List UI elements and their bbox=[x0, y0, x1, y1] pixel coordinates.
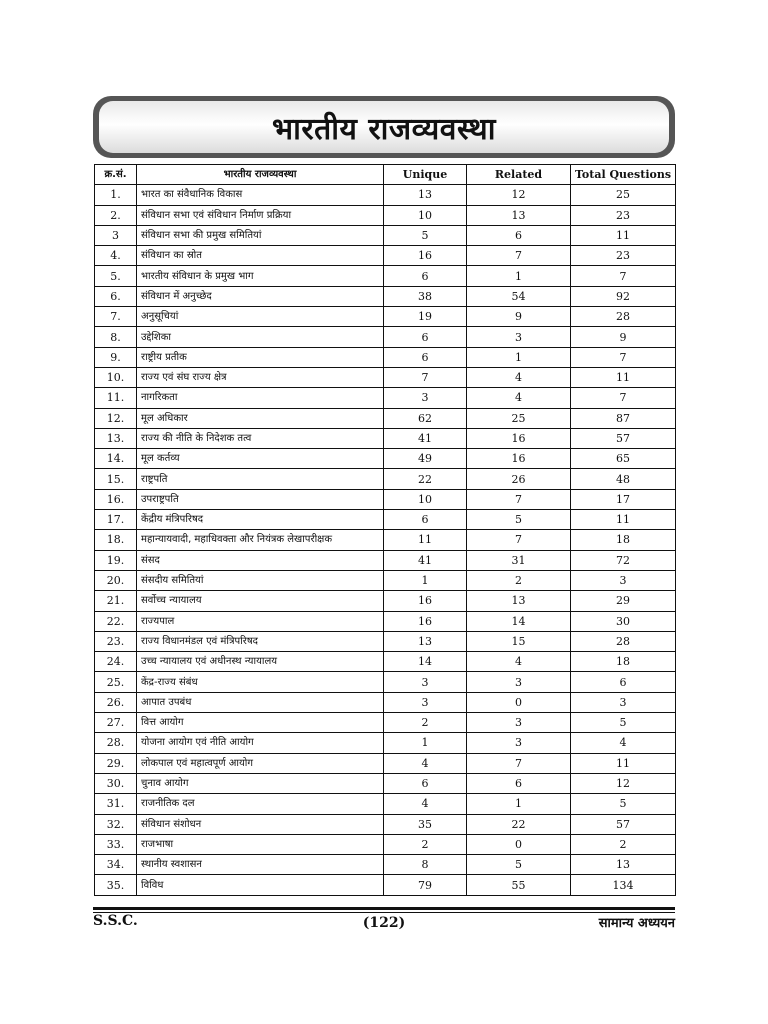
cell-related: 16 bbox=[467, 449, 571, 469]
cell-total: 11 bbox=[571, 510, 676, 530]
cell-related: 1 bbox=[467, 794, 571, 814]
table-body bbox=[95, 185, 676, 895]
cell-related: 12 bbox=[467, 185, 571, 205]
cell-related: 0 bbox=[467, 692, 571, 712]
cell-topic: स्थानीय स्वशासन bbox=[137, 855, 384, 875]
cell-serial: 13. bbox=[95, 428, 137, 448]
title-banner bbox=[93, 96, 675, 158]
cell-unique: 5 bbox=[384, 225, 467, 245]
cell-related: 0 bbox=[467, 834, 571, 854]
cell-topic: लोकपाल एवं महात्वपूर्ण आयोग bbox=[137, 753, 384, 773]
table-row bbox=[95, 713, 676, 733]
cell-serial: 22. bbox=[95, 611, 137, 631]
cell-related: 3 bbox=[467, 713, 571, 733]
footer-subject-label: सामान्य अध्ययन bbox=[598, 916, 675, 931]
cell-total: 13 bbox=[571, 855, 676, 875]
table-row bbox=[95, 550, 676, 570]
cell-total: 11 bbox=[571, 753, 676, 773]
cell-unique: 35 bbox=[384, 814, 467, 834]
table-row bbox=[95, 773, 676, 793]
cell-total: 2 bbox=[571, 834, 676, 854]
cell-related: 16 bbox=[467, 428, 571, 448]
cell-topic: संसदीय समितियां bbox=[137, 570, 384, 590]
cell-related: 1 bbox=[467, 347, 571, 367]
cell-related: 1 bbox=[467, 266, 571, 286]
cell-unique: 19 bbox=[384, 307, 467, 327]
cell-total: 30 bbox=[571, 611, 676, 631]
cell-topic: राष्ट्रीय प्रतीक bbox=[137, 347, 384, 367]
cell-unique: 13 bbox=[384, 185, 467, 205]
cell-serial: 32. bbox=[95, 814, 137, 834]
cell-serial: 31. bbox=[95, 794, 137, 814]
cell-topic: वित्त आयोग bbox=[137, 713, 384, 733]
cell-total: 5 bbox=[571, 713, 676, 733]
cell-unique: 4 bbox=[384, 753, 467, 773]
cell-unique: 79 bbox=[384, 875, 467, 895]
cell-total: 29 bbox=[571, 591, 676, 611]
cell-serial: 5. bbox=[95, 266, 137, 286]
cell-topic: राज्यपाल bbox=[137, 611, 384, 631]
cell-serial: 12. bbox=[95, 408, 137, 428]
table-row bbox=[95, 449, 676, 469]
cell-serial: 17. bbox=[95, 510, 137, 530]
cell-related: 5 bbox=[467, 510, 571, 530]
cell-related: 13 bbox=[467, 205, 571, 225]
cell-related: 5 bbox=[467, 855, 571, 875]
cell-serial: 25. bbox=[95, 672, 137, 692]
title-banner-inner bbox=[99, 101, 669, 153]
cell-serial: 20. bbox=[95, 570, 137, 590]
cell-total: 17 bbox=[571, 489, 676, 509]
cell-serial: 10. bbox=[95, 367, 137, 387]
table-row bbox=[95, 185, 676, 205]
cell-serial: 2. bbox=[95, 205, 137, 225]
cell-unique: 16 bbox=[384, 611, 467, 631]
cell-topic: मूल अधिकार bbox=[137, 408, 384, 428]
cell-serial: 30. bbox=[95, 773, 137, 793]
cell-topic: उच्च न्यायालय एवं अधीनस्थ न्यायालय bbox=[137, 652, 384, 672]
cell-topic: उद्देशिका bbox=[137, 327, 384, 347]
cell-unique: 6 bbox=[384, 266, 467, 286]
page-title: भारतीय राजव्यवस्था bbox=[272, 111, 496, 147]
cell-related: 26 bbox=[467, 469, 571, 489]
table-row bbox=[95, 327, 676, 347]
cell-related: 31 bbox=[467, 550, 571, 570]
cell-unique: 1 bbox=[384, 570, 467, 590]
cell-unique: 1 bbox=[384, 733, 467, 753]
cell-serial: 8. bbox=[95, 327, 137, 347]
cell-serial: 9. bbox=[95, 347, 137, 367]
cell-related: 4 bbox=[467, 388, 571, 408]
table-row bbox=[95, 611, 676, 631]
cell-serial: 29. bbox=[95, 753, 137, 773]
cell-unique: 4 bbox=[384, 794, 467, 814]
table-header-row bbox=[95, 165, 676, 185]
cell-topic: राज्य विधानमंडल एवं मंत्रिपरिषद bbox=[137, 631, 384, 651]
table-row bbox=[95, 307, 676, 327]
cell-total: 48 bbox=[571, 469, 676, 489]
cell-topic: मूल कर्तव्य bbox=[137, 449, 384, 469]
header-topic: भारतीय राजव्यवस्था bbox=[137, 165, 384, 185]
cell-serial: 3 bbox=[95, 225, 137, 245]
cell-total: 18 bbox=[571, 530, 676, 550]
footer-rule-thick bbox=[93, 907, 675, 910]
cell-unique: 38 bbox=[384, 286, 467, 306]
cell-unique: 11 bbox=[384, 530, 467, 550]
cell-topic: संविधान सभा एवं संविधान निर्माण प्रक्रिया bbox=[137, 205, 384, 225]
cell-unique: 6 bbox=[384, 510, 467, 530]
cell-unique: 6 bbox=[384, 327, 467, 347]
cell-unique: 10 bbox=[384, 489, 467, 509]
table-row bbox=[95, 672, 676, 692]
table-row bbox=[95, 875, 676, 895]
cell-related: 3 bbox=[467, 733, 571, 753]
table-row bbox=[95, 388, 676, 408]
table-row bbox=[95, 367, 676, 387]
cell-serial: 23. bbox=[95, 631, 137, 651]
table-row bbox=[95, 753, 676, 773]
table-row bbox=[95, 286, 676, 306]
cell-serial: 26. bbox=[95, 692, 137, 712]
cell-serial: 21. bbox=[95, 591, 137, 611]
cell-topic: राजभाषा bbox=[137, 834, 384, 854]
cell-related: 6 bbox=[467, 225, 571, 245]
cell-unique: 13 bbox=[384, 631, 467, 651]
cell-total: 12 bbox=[571, 773, 676, 793]
cell-topic: केंद्र-राज्य संबंध bbox=[137, 672, 384, 692]
header-related: Related bbox=[467, 165, 571, 185]
cell-unique: 16 bbox=[384, 246, 467, 266]
cell-unique: 6 bbox=[384, 347, 467, 367]
cell-total: 92 bbox=[571, 286, 676, 306]
cell-total: 6 bbox=[571, 672, 676, 692]
cell-total: 11 bbox=[571, 225, 676, 245]
cell-topic: भारतीय संविधान के प्रमुख भाग bbox=[137, 266, 384, 286]
cell-unique: 3 bbox=[384, 388, 467, 408]
cell-serial: 28. bbox=[95, 733, 137, 753]
footer-rule-thin bbox=[93, 912, 675, 913]
cell-topic: योजना आयोग एवं नीति आयोग bbox=[137, 733, 384, 753]
cell-topic: महान्यायवादी, महाधिवक्ता और नियंत्रक लेखापरीक्षक bbox=[137, 530, 384, 550]
cell-related: 15 bbox=[467, 631, 571, 651]
table-row bbox=[95, 469, 676, 489]
cell-total: 134 bbox=[571, 875, 676, 895]
cell-serial: 6. bbox=[95, 286, 137, 306]
table-row bbox=[95, 591, 676, 611]
table-row bbox=[95, 814, 676, 834]
cell-related: 4 bbox=[467, 652, 571, 672]
cell-unique: 41 bbox=[384, 550, 467, 570]
table-row bbox=[95, 733, 676, 753]
cell-related: 7 bbox=[467, 530, 571, 550]
table-row bbox=[95, 570, 676, 590]
cell-total: 57 bbox=[571, 814, 676, 834]
cell-related: 3 bbox=[467, 327, 571, 347]
cell-serial: 27. bbox=[95, 713, 137, 733]
cell-total: 18 bbox=[571, 652, 676, 672]
table-row bbox=[95, 652, 676, 672]
cell-related: 55 bbox=[467, 875, 571, 895]
cell-total: 7 bbox=[571, 388, 676, 408]
cell-related: 7 bbox=[467, 753, 571, 773]
cell-total: 9 bbox=[571, 327, 676, 347]
cell-unique: 8 bbox=[384, 855, 467, 875]
cell-topic: संविधान सभा की प्रमुख समितियां bbox=[137, 225, 384, 245]
cell-topic: भारत का संवैधानिक विकास bbox=[137, 185, 384, 205]
cell-topic: विविध bbox=[137, 875, 384, 895]
table-row bbox=[95, 510, 676, 530]
table-row bbox=[95, 794, 676, 814]
page-number: (122) bbox=[362, 915, 406, 931]
cell-topic: राज्य एवं संघ राज्य क्षेत्र bbox=[137, 367, 384, 387]
cell-serial: 7. bbox=[95, 307, 137, 327]
cell-serial: 18. bbox=[95, 530, 137, 550]
cell-related: 7 bbox=[467, 246, 571, 266]
cell-total: 65 bbox=[571, 449, 676, 469]
cell-related: 6 bbox=[467, 773, 571, 793]
cell-topic: राष्ट्रपति bbox=[137, 469, 384, 489]
cell-topic: राज्य की नीति के निदेशक तत्व bbox=[137, 428, 384, 448]
cell-topic: संविधान संशोधन bbox=[137, 814, 384, 834]
cell-unique: 3 bbox=[384, 692, 467, 712]
cell-serial: 33. bbox=[95, 834, 137, 854]
cell-serial: 34. bbox=[95, 855, 137, 875]
cell-topic: राजनीतिक दल bbox=[137, 794, 384, 814]
cell-topic: संसद bbox=[137, 550, 384, 570]
cell-related: 9 bbox=[467, 307, 571, 327]
cell-topic: उपराष्ट्रपति bbox=[137, 489, 384, 509]
table-row bbox=[95, 530, 676, 550]
cell-total: 87 bbox=[571, 408, 676, 428]
cell-unique: 10 bbox=[384, 205, 467, 225]
cell-total: 72 bbox=[571, 550, 676, 570]
cell-total: 7 bbox=[571, 266, 676, 286]
header-unique: Unique bbox=[384, 165, 467, 185]
table-row bbox=[95, 266, 676, 286]
cell-total: 5 bbox=[571, 794, 676, 814]
cell-unique: 7 bbox=[384, 367, 467, 387]
table-row bbox=[95, 246, 676, 266]
cell-total: 23 bbox=[571, 246, 676, 266]
cell-serial: 1. bbox=[95, 185, 137, 205]
table-row bbox=[95, 428, 676, 448]
cell-related: 13 bbox=[467, 591, 571, 611]
cell-total: 3 bbox=[571, 570, 676, 590]
cell-total: 11 bbox=[571, 367, 676, 387]
cell-unique: 3 bbox=[384, 672, 467, 692]
cell-total: 28 bbox=[571, 631, 676, 651]
cell-serial: 15. bbox=[95, 469, 137, 489]
cell-serial: 14. bbox=[95, 449, 137, 469]
cell-unique: 2 bbox=[384, 713, 467, 733]
cell-serial: 4. bbox=[95, 246, 137, 266]
cell-unique: 49 bbox=[384, 449, 467, 469]
table-row bbox=[95, 692, 676, 712]
cell-related: 14 bbox=[467, 611, 571, 631]
table-row bbox=[95, 855, 676, 875]
cell-total: 7 bbox=[571, 347, 676, 367]
cell-unique: 22 bbox=[384, 469, 467, 489]
table-row bbox=[95, 834, 676, 854]
cell-total: 23 bbox=[571, 205, 676, 225]
cell-unique: 41 bbox=[384, 428, 467, 448]
table-row bbox=[95, 225, 676, 245]
cell-unique: 62 bbox=[384, 408, 467, 428]
cell-total: 4 bbox=[571, 733, 676, 753]
header-serial: क्र.सं. bbox=[95, 165, 137, 185]
cell-total: 3 bbox=[571, 692, 676, 712]
cell-unique: 14 bbox=[384, 652, 467, 672]
cell-topic: संविधान का स्रोत bbox=[137, 246, 384, 266]
table-row bbox=[95, 205, 676, 225]
cell-total: 57 bbox=[571, 428, 676, 448]
cell-topic: सर्वोच्च न्यायालय bbox=[137, 591, 384, 611]
cell-unique: 6 bbox=[384, 773, 467, 793]
cell-related: 25 bbox=[467, 408, 571, 428]
table-row bbox=[95, 489, 676, 509]
cell-serial: 19. bbox=[95, 550, 137, 570]
cell-unique: 16 bbox=[384, 591, 467, 611]
cell-topic: नागरिकता bbox=[137, 388, 384, 408]
table-row bbox=[95, 631, 676, 651]
cell-related: 4 bbox=[467, 367, 571, 387]
cell-topic: अनुसूचियां bbox=[137, 307, 384, 327]
cell-total: 28 bbox=[571, 307, 676, 327]
cell-topic: संविधान में अनुच्छेद bbox=[137, 286, 384, 306]
table-row bbox=[95, 347, 676, 367]
cell-related: 22 bbox=[467, 814, 571, 834]
cell-related: 7 bbox=[467, 489, 571, 509]
cell-serial: 24. bbox=[95, 652, 137, 672]
cell-serial: 35. bbox=[95, 875, 137, 895]
header-total: Total Questions bbox=[571, 165, 676, 185]
cell-unique: 2 bbox=[384, 834, 467, 854]
cell-total: 25 bbox=[571, 185, 676, 205]
cell-related: 54 bbox=[467, 286, 571, 306]
cell-topic: केंद्रीय मंत्रिपरिषद bbox=[137, 510, 384, 530]
footer-exam-label: S.S.C. bbox=[93, 913, 138, 929]
cell-related: 3 bbox=[467, 672, 571, 692]
cell-topic: चुनाव आयोग bbox=[137, 773, 384, 793]
table-row bbox=[95, 408, 676, 428]
cell-related: 2 bbox=[467, 570, 571, 590]
questions-table bbox=[94, 164, 676, 896]
cell-serial: 11. bbox=[95, 388, 137, 408]
cell-topic: आपात उपबंध bbox=[137, 692, 384, 712]
cell-serial: 16. bbox=[95, 489, 137, 509]
